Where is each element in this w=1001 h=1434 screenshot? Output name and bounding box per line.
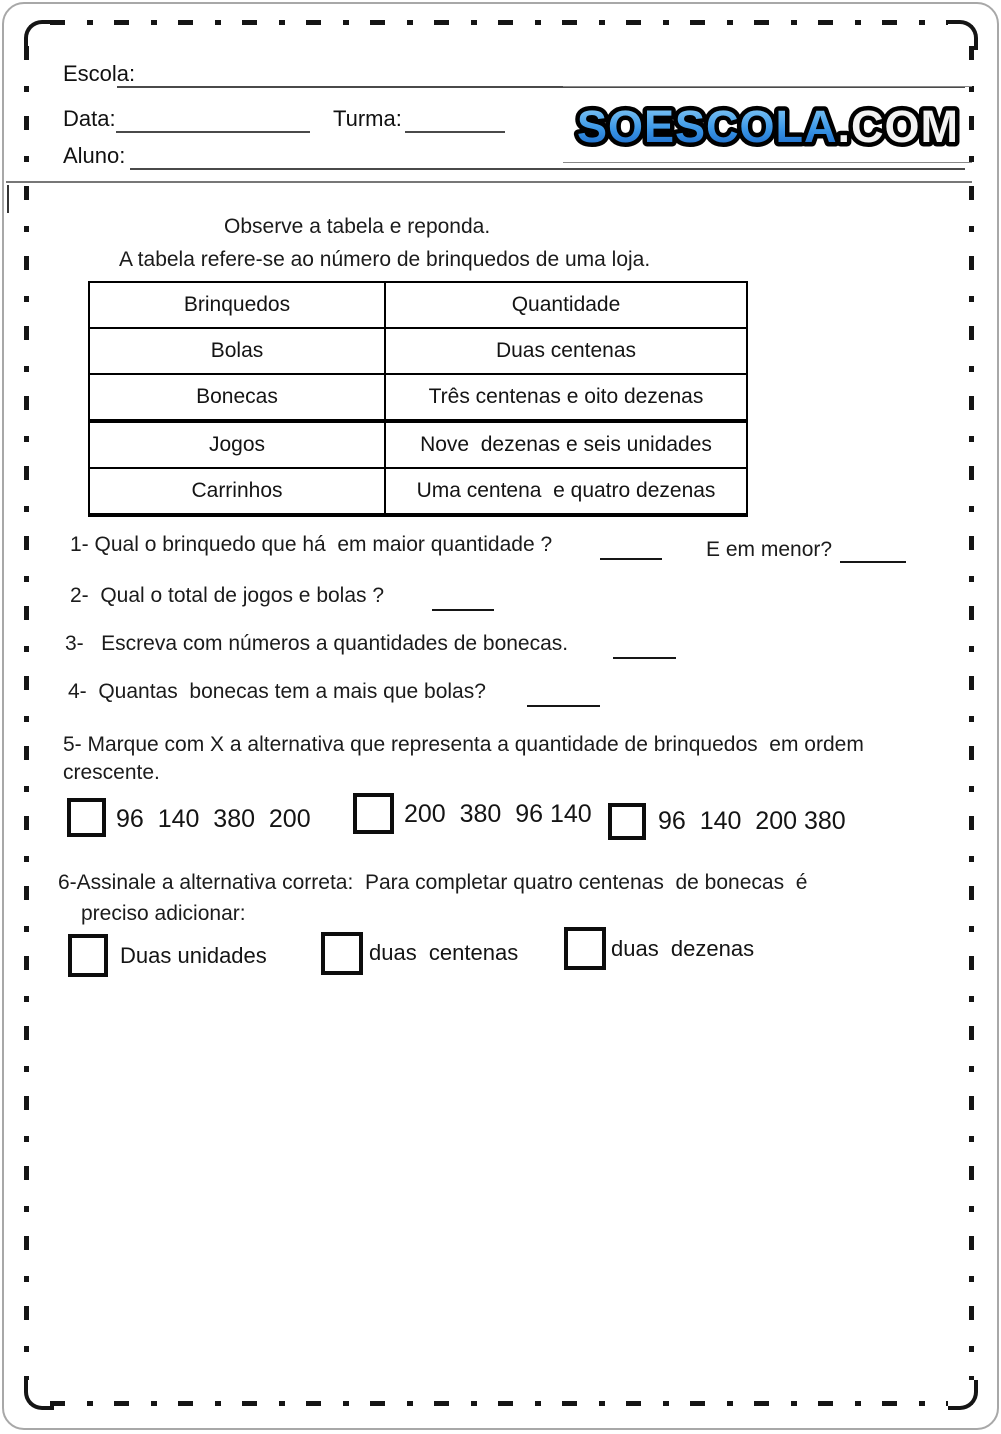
- cell-qty: Uma centena e quatro dezenas: [385, 468, 747, 515]
- q6-option-3-checkbox[interactable]: [564, 927, 606, 970]
- question-3-text: 3- Escreva com números a quantidades de bonecas.: [65, 632, 569, 655]
- page-edge-mark: [7, 185, 9, 213]
- turma-label: Turma:: [333, 106, 402, 131]
- q6-option-2-checkbox[interactable]: [321, 932, 363, 975]
- svg-text:SOESCOLA.COM: [576, 101, 958, 152]
- q5-option-2-checkbox[interactable]: [353, 793, 394, 834]
- answer-blank-q2[interactable]: [432, 609, 494, 611]
- page-border-left: [24, 46, 29, 1380]
- table-row: [89, 374, 747, 421]
- question-4-text: 4- Quantas bonecas tem a mais que bolas?: [68, 680, 486, 703]
- question-1-suffix: E em menor?: [706, 538, 833, 561]
- table-header-quantidade: Quantidade: [385, 282, 747, 328]
- intro-line-1: Observe a tabela e reponda.: [224, 215, 491, 238]
- logo-text-com: .COM: [837, 100, 959, 152]
- cell-qty: Três centenas e oito dezenas: [385, 374, 747, 421]
- logo-text-soescola: SOESCOLA: [576, 100, 838, 152]
- table-row: [89, 468, 747, 515]
- soescola-logo: [563, 86, 972, 163]
- cell-toy: Bolas: [89, 328, 385, 374]
- q5-option-3-label: 96 140 200 380: [658, 807, 846, 835]
- cell-toy: Carrinhos: [89, 468, 385, 515]
- page-outer-frame: [2, 2, 999, 1430]
- intro-line-2: A tabela refere-se ao número de brinquedos de uma loja.: [119, 248, 651, 271]
- table-header-brinquedos: Brinquedos: [89, 282, 385, 328]
- cell-toy: Bonecas: [89, 374, 385, 421]
- cell-toy: Jogos: [89, 421, 385, 468]
- soescola-logo-graphic: [570, 92, 966, 158]
- page-border-bottom: [50, 1401, 948, 1406]
- page-border-right: [969, 46, 974, 1380]
- data-label: Data:: [63, 106, 116, 131]
- question-6-line-2: preciso adicionar:: [81, 902, 246, 925]
- question-5-line-1: 5- Marque com X a alternativa que representa a quantidade de brinquedos em ordem: [63, 733, 864, 756]
- q5-option-1-checkbox[interactable]: [67, 798, 106, 837]
- question-6-line-1: 6-Assinale a alternativa correta: Para completar quatro centenas de bonecas é: [58, 871, 808, 894]
- answer-blank-q1a[interactable]: [600, 558, 662, 560]
- q6-option-2-label: duas centenas: [369, 940, 519, 965]
- q6-option-1-label: Duas unidades: [120, 943, 267, 968]
- data-field-line[interactable]: [116, 131, 310, 133]
- aluno-field-line[interactable]: [130, 168, 965, 170]
- header-separator: [6, 181, 972, 183]
- q6-option-3-label: duas dezenas: [611, 936, 755, 961]
- table-row: [89, 328, 747, 374]
- question-1-text: 1- Qual o brinquedo que há em maior quantidade ?: [70, 533, 553, 556]
- answer-blank-q3[interactable]: [613, 657, 676, 659]
- question-5-line-2: crescente.: [63, 761, 160, 784]
- turma-field-line[interactable]: [405, 131, 505, 133]
- answer-blank-q4[interactable]: [527, 705, 600, 707]
- cell-qty: Duas centenas: [385, 328, 747, 374]
- aluno-label: Aluno:: [63, 143, 126, 168]
- table-row: [89, 421, 747, 468]
- toys-table: [88, 281, 748, 517]
- q5-option-1-label: 96 140 380 200: [116, 805, 311, 833]
- page-border-top: [50, 20, 948, 25]
- q5-option-2-label: 200 380 96 140: [404, 800, 592, 828]
- cell-qty: Nove dezenas e seis unidades: [385, 421, 747, 468]
- escola-label: Escola:: [63, 61, 136, 86]
- table-header-row: [89, 282, 747, 328]
- q5-option-3-checkbox[interactable]: [608, 803, 646, 840]
- question-2-text: 2- Qual o total de jogos e bolas ?: [70, 584, 385, 607]
- q6-option-1-checkbox[interactable]: [68, 934, 108, 977]
- answer-blank-q1b[interactable]: [840, 561, 906, 563]
